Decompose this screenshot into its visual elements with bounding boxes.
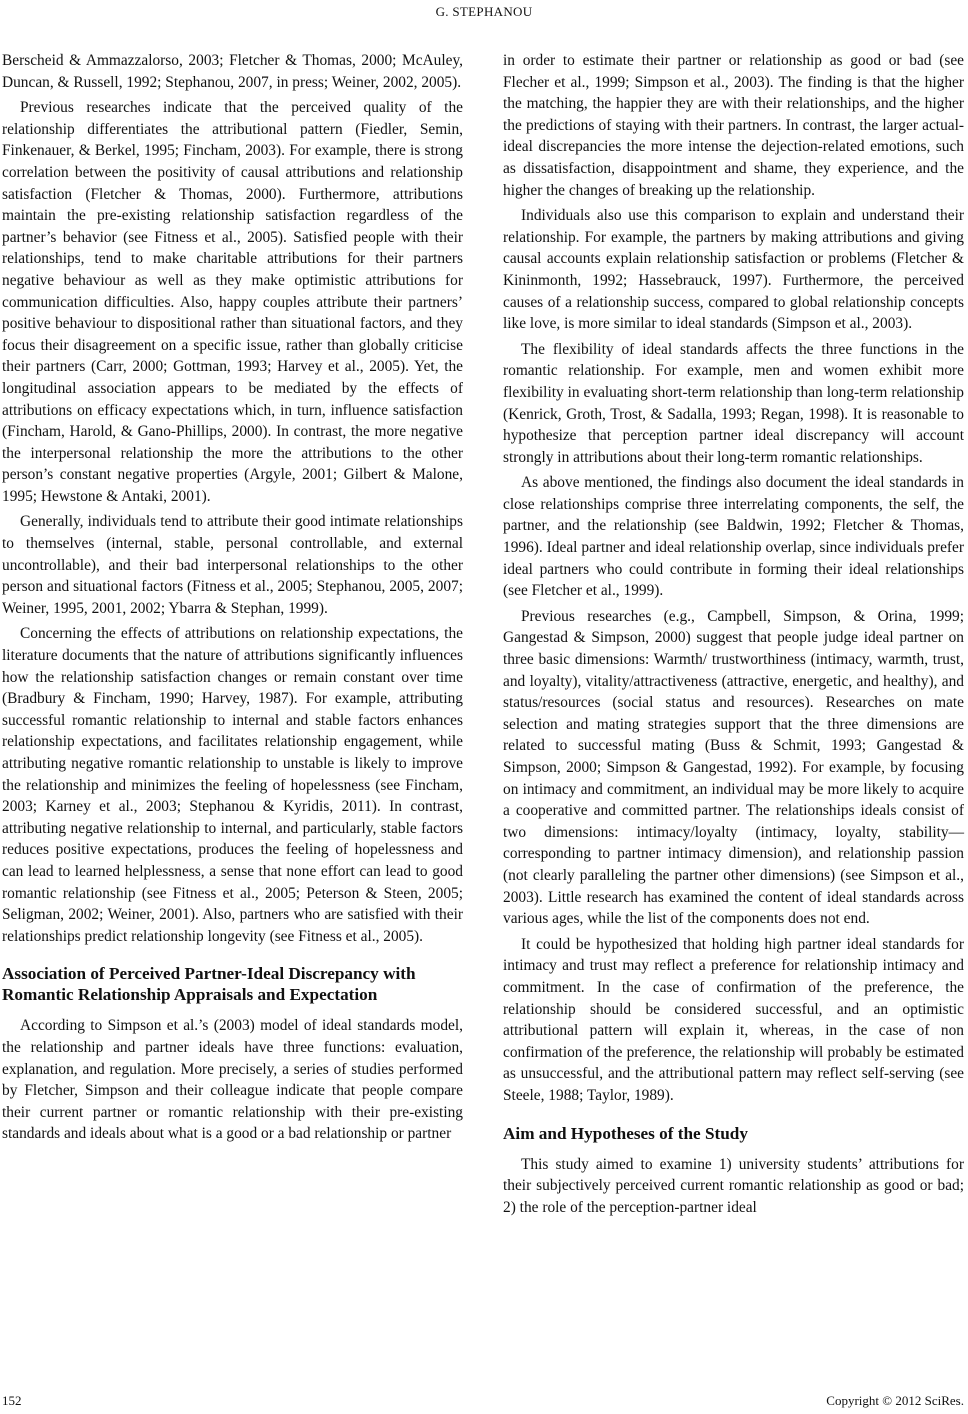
paragraph: The flexibility of ideal standards affects the three functions in the romantic relationship. For example, men and women exhibit more flexibility in evaluating short-term relationship than long-term relationship (Kenrick, Groth, Trost, & Sadalla, 1993; Regan, 1998). It is reasonable to hypothesize that perception partner ideal discrepancy will account strongly in attributions about their long-term romantic relationships. — [503, 340, 964, 466]
paragraph: It could be hypothesized that holding high partner ideal standards for intimacy and trust may reflect a preference for relationship intimacy and commitment. In the case of confirmation of the preference, the relationship should be considered successful, and an optimistic attributional pattern will explain it, whereas, in the case of non confirmation of the preference, the relationship will probably be estimated as unsuccessful, and the attributional pattern may reflect self-serving (see Steele, 1988; Taylor, 1989). — [503, 935, 964, 1104]
section-heading: Association of Perceived Partner-Ideal Discrepancy with Romantic Relationship Appraisals and Expectation — [2, 964, 416, 1005]
copyright-notice: Copyright © 2012 SciRes. — [826, 1393, 964, 1408]
paragraph: Berscheid & Ammazzalorso, 2003; Fletcher & Thomas, 2000; McAuley, Duncan, & Russell, 1992; Stephanou, 2007, in press; Weiner, 2002, 2005). — [2, 52, 463, 91]
page-number: 152 — [2, 1393, 22, 1408]
section-heading: Aim and Hypotheses of the Study — [503, 1123, 748, 1143]
paragraph: Previous researches indicate that the perceived quality of the relationship differentiates the attributional pattern (Fiedler, Semin, Finkenauer, & Berkel, 1995; Fincham, 2003). For example, there is strong correlation between the positivity of causal attributions and relationship satisfaction (Fletcher & Thomas, 2000). Furthermore, attributions maintain the pre-existing relationship satisfaction regardless of the partner’s behavior (see Fitness et al., 2005). Satisfied people with their relationships, tend to make charitable attributions for their partners negative behaviour as well as they make optimistic attributions for communication difficulties. Also, happy couples attribute their partners’ positive behaviour to dispositional rather than situational factors, and they focus their disagreement on a specific issue, rather than globally criticise their partners (Carr, 2000; Gottman, 1993; Harvey et al., 2005). Yet, the longitudinal association appears to be mediated by the effects of attributions on efficacy expectations which, in turn, influence satisfaction (Fincham, Harold, & Gano-Phillips, 2000). In contrast, the more negative the interpersonal relationship the more the attributions to the other person’s constant negative properties (Argyle, 2001; Gilbert & Malone, 1995; Hewstone & Antaki, 2001). — [2, 99, 463, 505]
right-column — [503, 50, 964, 1222]
paragraph: This study aimed to examine 1) university students’ attributions for their subjectively perceived current romantic relationship as good or bad; 2) the role of the perception-partner ideal — [503, 1155, 964, 1216]
left-column — [2, 50, 463, 1149]
paragraph: Previous researches (e.g., Campbell, Simpson, & Orina, 1999; Gangestad & Simpson, 2000) suggest that people judge ideal partner on three basic dimensions: Warmth/ trustworthiness (intimacy, warmth, trust, and loyalty), vitality/attractiveness (attractive, energetic, and healthy), and status/resources (social status and resources). Researches on mate selection and mating strategies support that the three dimensions are related to successful mating (Buss & Schmit, 1993; Gangestad & Simpson, 2000; Simpson & Gangestad, 1992). For example, by focusing on intimacy and commitment, an individual may be more likely to acquire a cooperative and committed partner. The relationships ideals consist of two dimensions: intimacy/loyalty (intimacy, loyalty, stability—corresponding to partner intimacy dimension), and relationship passion (not clearly paralleling the partner other dimensions) (see Simpson et al., 2003). Little research has examined the content of ideal standards across various ages, while the list of the components does not end. — [503, 607, 964, 928]
paragraph: Concerning the effects of attributions on relationship expectations, the literature documents that the nature of attributions significantly influences how the relationship satisfaction changes or remain constant over time (Bradbury & Fincham, 1990; Harvey, 1987). For example, attributing successful romantic relationship to internal and stable factors enhances relationship expectations, and facilitates relationship engagement, while attributing negative romantic relationship to unstable is likely to improve the relationship and minimizes the feeling of hopelessness (see Fincham, 2003; Karney et al., 2003; Stephanou & Kyridis, 2011). In contrast, attributing negative relationship to internal, and particularly, stable factors reduces positive expectations, produces the feeling of hopelessness and can lead to learned helplessness, a sense that none effort can lead to good romantic relationship (see Fitness et al., 2005; Peterson & Steen, 2005; Seligman, 2002; Weiner, 2001). Also, partners who are satisfied with their relationships predict relationship longevity (see Fitness et al., 2005). — [2, 625, 463, 945]
paragraph: in order to estimate their partner or relationship as good or bad (see Flecher et al., 1999; Simpson et al., 2003). The finding is that the higher the matching, the happier they are with their relationships, and the higher the predictions of staying with their partners. In contrast, the larger actual-ideal discrepancies the more intense the dejection-related emotions, such as dissatisfaction, disappointment and shame, they experience, and the higher the changes of breaking up the relationship. — [503, 52, 964, 199]
running-head: G. STEPHANOU — [435, 4, 533, 19]
paragraph: As above mentioned, the findings also document the ideal standards in close relationships comprise three interrelating components, the self, the partner, and the relationship (see Baldwin, 1992; Fletcher & Thomas, 1996). Ideal partner and ideal relationship overlap, since individuals prefer ideal partners who could contribute in forming their ideal relationships (see Fletcher et al., 1999). — [503, 474, 964, 600]
paragraph: According to Simpson et al.’s (2003) model of ideal standards model, the relationship and partner ideals have three functions: evaluation, explanation, and regulation. More precisely, a series of studies performed by Fletcher, Simpson and their colleague indicate that people compare their current partner or romantic relationship with their pre-existing standards and ideals about what is a good or a bad relationship or partner — [2, 1017, 463, 1143]
paragraph: Individuals also use this comparison to explain and understand their relationship. For example, the partners by making attributions and giving causal accounts explain relationship satisfaction or problems (Fletcher & Kininmonth, 1992; Hassebrauck, 1997). Furthermore, the perceived causes of a relationship success, compared to global relationship concepts like love, is more similar to ideal standards (Simpson et al., 2003). — [503, 207, 964, 333]
paragraph: Generally, individuals tend to attribute their good intimate relationships to themselves (internal, stable, personal controllable, and external uncontrollable), and their bad interpersonal relationships to the other person and situational factors (Fitness et al., 2005; Stephanou, 2005, 2007; Weiner, 1995, 2001, 2002; Ybarra & Stephan, 1999). — [2, 513, 463, 617]
